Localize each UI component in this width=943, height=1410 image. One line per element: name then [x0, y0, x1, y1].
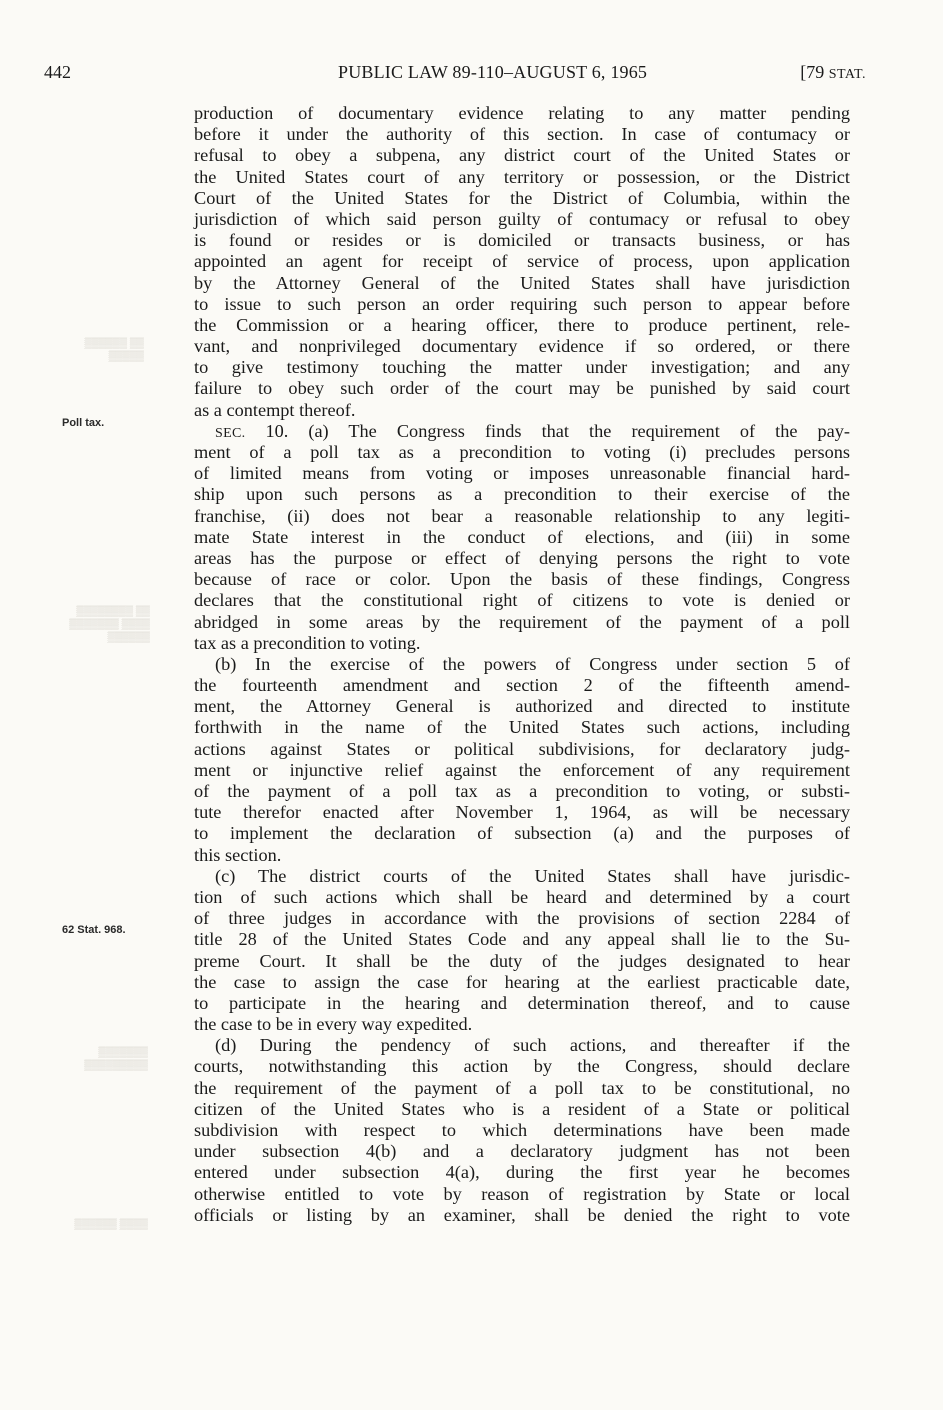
- section-10-d: [194, 1035, 850, 1226]
- text-line: refusal to obey a subpena, any district court of the United States or: [194, 145, 850, 166]
- running-title: PUBLIC LAW 89-110–AUGUST 6, 1965: [338, 62, 648, 82]
- text-line: this section.: [194, 844, 282, 865]
- text-line: jurisdiction of which said person guilty of contumacy or refusal to obey: [194, 208, 850, 229]
- text-line: because of race or color. Upon the basis of these findings, Congress: [194, 569, 850, 590]
- text-line: tute therefor enacted after November 1, 1964, as will be necessary: [194, 802, 850, 823]
- text-line: otherwise entitled to vote by reason of registration by State or local: [194, 1183, 850, 1204]
- text-line: actions against States or political subdivisions, for declaratory judg-: [194, 738, 850, 759]
- text-line: preme Court. It shall be the duty of the judges designated to hear: [194, 950, 850, 971]
- section-10-c: [194, 866, 850, 1036]
- page-number: 442: [44, 62, 71, 82]
- bleed-through-mark: ▒▒▒▒▒▒ ▒▒ ▒▒▒▒▒: [84, 338, 144, 362]
- text-line: ship upon such persons as a precondition to their exercise of the: [194, 484, 850, 505]
- text-line: the case to be in every way expedited.: [194, 1014, 473, 1035]
- statute-label: STAT.: [828, 67, 866, 82]
- text-line: subdivision with respect to which determinations have been made: [194, 1120, 850, 1140]
- margin-note-poll-tax: Poll tax.: [62, 417, 105, 429]
- text-line: officials or listing by an examiner, shall be denied the right to vote: [194, 1204, 850, 1225]
- bleed-through-mark: ▒▒▒▒▒▒▒ ▒▒▒▒▒▒▒▒▒: [84, 1047, 148, 1071]
- text-line: (c) The district courts of the United States shall have jurisdic-: [215, 865, 850, 886]
- text-line: entered under subsection 4(a), during the first year he becomes: [194, 1162, 850, 1183]
- text-line: mate State interest in the conduct of elections, and (iii) in some: [194, 526, 850, 547]
- text-line: franchise, (ii) does not bear a reasonable relationship to any legiti-: [194, 505, 850, 526]
- section-label: SEC.: [215, 425, 246, 441]
- text-line: citizen of the United States who is a resident of a State or political: [194, 1098, 850, 1119]
- text-line: to issue to such person an order requiring such person to appear before: [194, 293, 850, 314]
- text-line: [194, 421, 850, 442]
- text-line: to participate in the hearing and determination thereof, and to cause: [194, 992, 850, 1013]
- text-line: of limited means from voting or imposes unreasonable financial hard-: [194, 463, 850, 484]
- text-line: title 28 of the United States Code and any appeal shall lie to the Su-: [194, 929, 850, 950]
- text-line: Court of the United States for the District of Columbia, within the: [194, 187, 850, 208]
- section-10-b: [194, 654, 850, 866]
- text-line: the case to assign the case for hearing at the earliest practicable date,: [194, 971, 850, 992]
- text-line: under subsection 4(b) and a declaratory judgment has not been: [194, 1141, 850, 1162]
- statute-volume: [79: [800, 62, 825, 82]
- text-line: (b) In the exercise of the powers of Congress under section 5 of: [215, 653, 850, 674]
- text-line: of three judges in accordance with the provisions of section 2284 of: [194, 908, 850, 929]
- text-line: production of documentary evidence relating to any matter pending: [194, 103, 850, 123]
- text-line: appointed an agent for receipt of service of process, upon application: [194, 251, 850, 272]
- text-line: tax as a precondition to voting.: [194, 632, 421, 653]
- text-line: ment or injunctive relief against the enforcement of any requirement: [194, 759, 850, 780]
- text-line: the Commission or a hearing officer, there to produce pertinent, rele-: [194, 314, 850, 335]
- margin-note-statute-citation: 62 Stat. 968.: [62, 924, 126, 936]
- text-line: courts, notwithstanding this action by the Congress, should declare: [194, 1056, 850, 1077]
- section-10-a: [194, 421, 850, 654]
- section-heading-text: 10. (a) The Congress finds that the requirement of the pay-: [245, 420, 850, 441]
- text-line: of the payment of a poll tax as a precondition to voting, or substi-: [194, 781, 850, 801]
- text-line: is found or resides or is domiciled or transacts business, or has: [194, 230, 850, 251]
- text-line: before it under the authority of this section. In case of contumacy or: [194, 124, 850, 145]
- text-line: declares that the constitutional right of citizens to vote is denied or: [194, 590, 850, 611]
- section-10-a-body: [194, 442, 850, 654]
- text-line: tion of such actions which shall be heard and determined by a court: [194, 886, 850, 907]
- text-line: the United States court of any territory or possession, or the District: [194, 166, 850, 187]
- text-line: vant, and nonprivileged documentary evidence if so ordered, or there: [194, 336, 850, 357]
- text-line: areas has the purpose or effect of denying persons the right to vote: [194, 547, 850, 568]
- text-line: to implement the declaration of subsection (a) and the purposes of: [194, 823, 850, 844]
- text-line: to give testimony touching the matter under investigation; and any: [194, 357, 850, 378]
- text-line: as a contempt thereof.: [194, 399, 356, 420]
- text-line: the fourteenth amendment and section 2 of the fifteenth amend-: [194, 675, 850, 696]
- statute-reference: [800, 62, 866, 83]
- text-line: ment of a poll tax as a precondition to voting (i) precludes persons: [194, 442, 850, 462]
- text-line: ment, the Attorney General is authorized and directed to institute: [194, 696, 850, 717]
- page-header: [44, 62, 866, 86]
- text-line: the requirement of the payment of a poll tax to be constitutional, no: [194, 1077, 850, 1098]
- text-line: (d) During the pendency of such actions, and thereafter if the: [215, 1035, 850, 1056]
- bleed-through-mark: ▒▒▒▒▒▒ ▒▒▒▒: [74, 1219, 148, 1230]
- paragraph-continuation: [194, 103, 850, 421]
- text-line: forthwith in the name of the United States such actions, including: [194, 717, 850, 738]
- text-line: abridged in some areas by the requirement of the payment of a poll: [194, 611, 850, 632]
- law-text: [194, 103, 850, 1226]
- bleed-through-mark: ▒▒▒▒▒▒▒▒ ▒▒ ▒▒▒▒▒▒▒ ▒▒▒▒ ▒▒▒▒▒▒: [69, 606, 150, 643]
- text-line: failure to obey such order of the court may be punished by said court: [194, 378, 850, 399]
- text-line: by the Attorney General of the United States shall have jurisdiction: [194, 272, 850, 293]
